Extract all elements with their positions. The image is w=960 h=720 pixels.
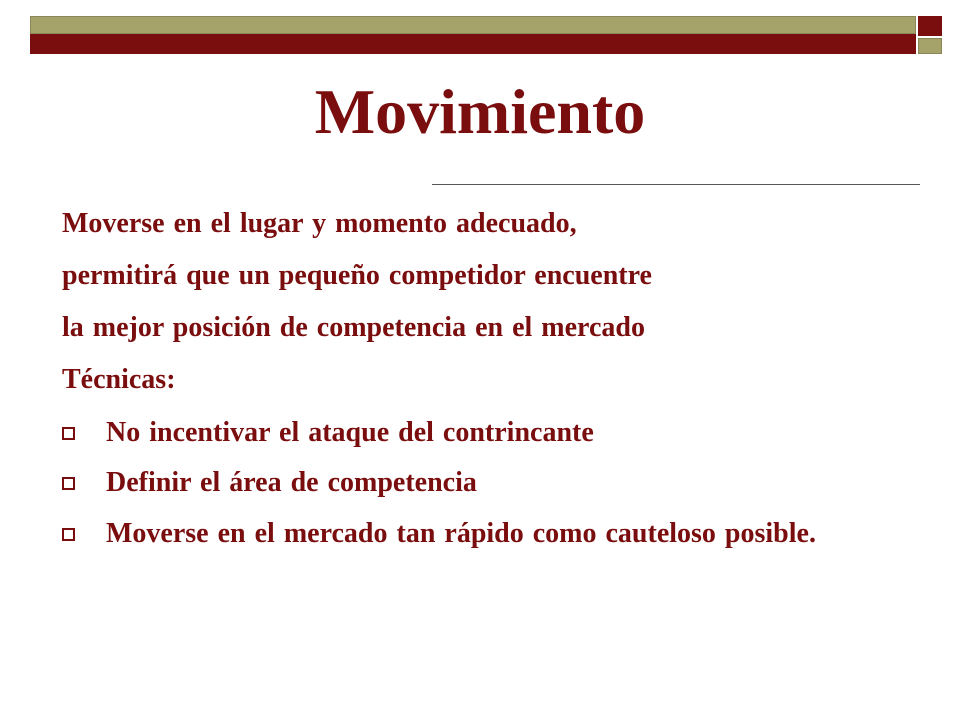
hollow-square-icon xyxy=(62,477,75,490)
hollow-square-icon xyxy=(62,528,75,541)
header-band-maroon xyxy=(30,34,916,54)
list-item xyxy=(62,512,942,556)
header-square-maroon xyxy=(918,16,942,36)
header-band-olive xyxy=(30,16,916,34)
body-line: Moverse en el lugar y momento adecuado, xyxy=(62,208,577,239)
list-item-text: Moverse en el mercado tan rápido como cauteloso posible. xyxy=(106,518,816,549)
slide-title: Movimiento xyxy=(314,76,646,147)
slide-body xyxy=(62,200,942,556)
list-item-text: Definir el área de competencia xyxy=(106,467,477,498)
list-item-text: No incentivar el ataque del contrincante xyxy=(106,417,594,448)
body-line: la mejor posición de competencia en el mercado xyxy=(62,312,645,343)
header-square-olive xyxy=(918,38,942,54)
list-item xyxy=(62,408,942,458)
title-divider xyxy=(432,184,920,185)
list-item xyxy=(62,458,942,508)
body-line: Técnicas: xyxy=(62,364,176,395)
body-line: permitirá que un pequeño competidor encuentre xyxy=(62,260,652,291)
hollow-square-icon xyxy=(62,427,75,440)
